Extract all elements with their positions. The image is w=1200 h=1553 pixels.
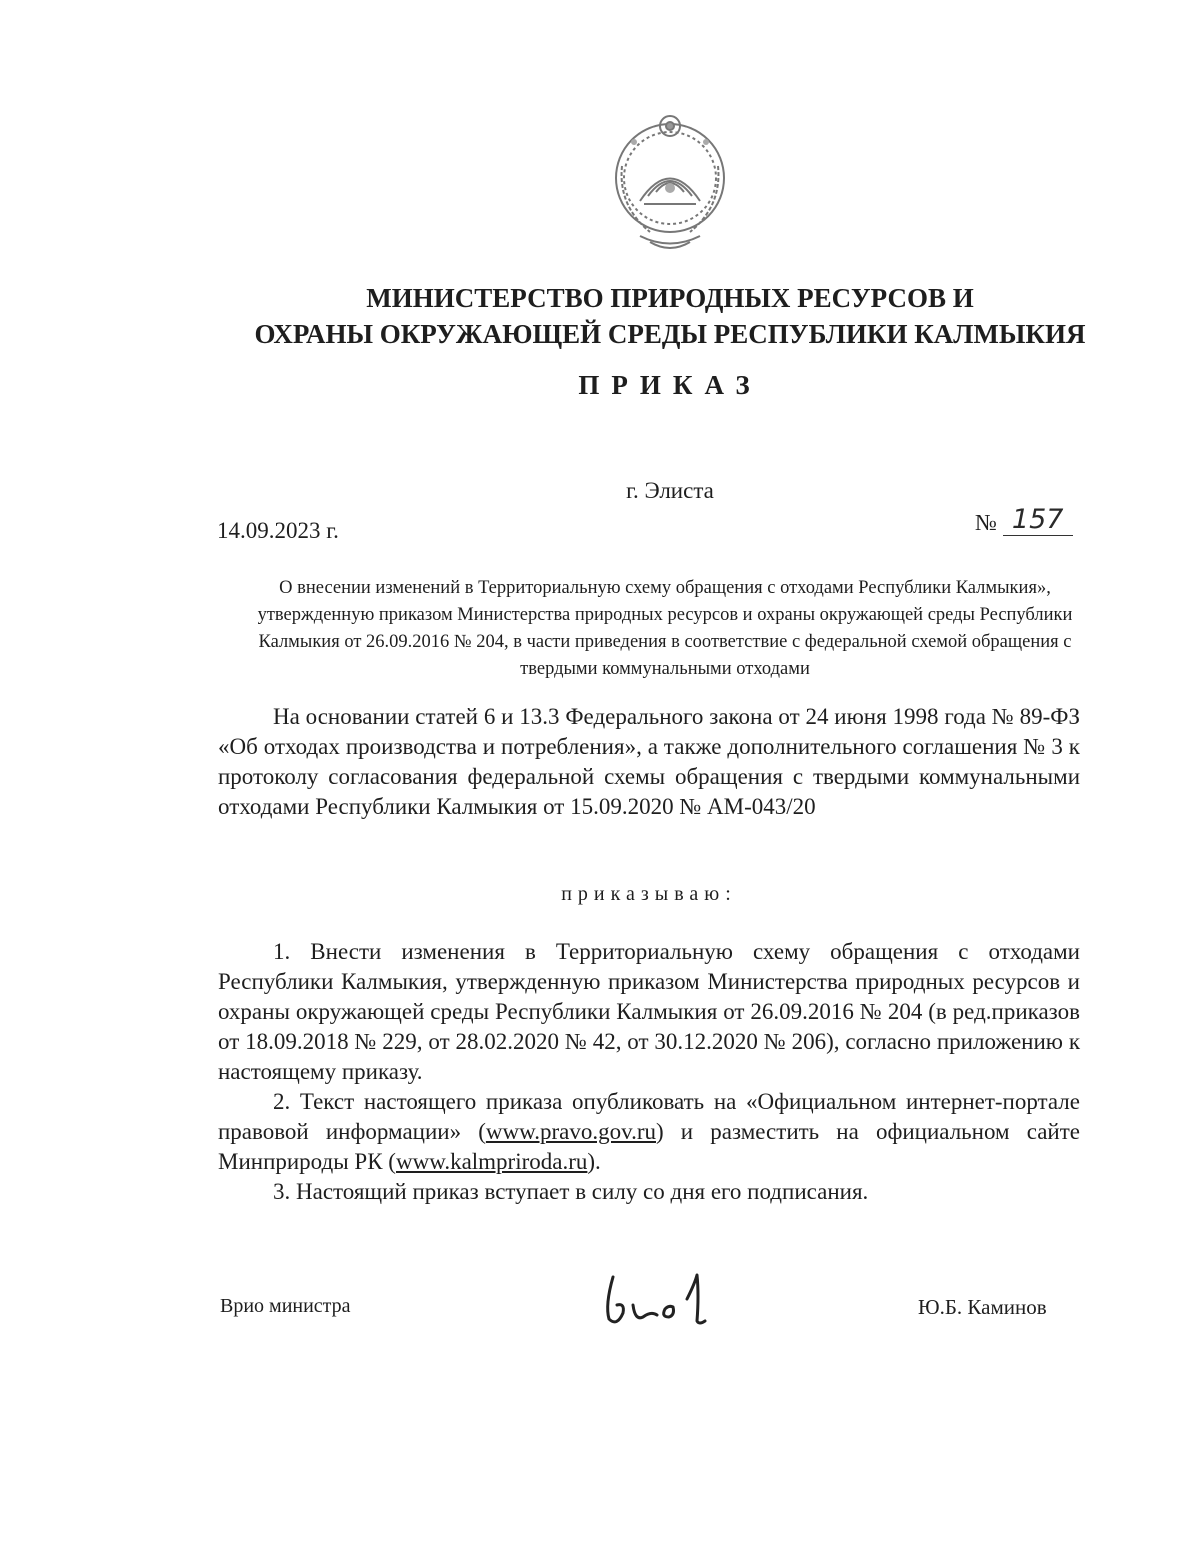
resolution-word: приказываю: [561, 883, 737, 905]
item-2-text-middle: ) и разместить на официальном сайте Минприроды РК ( [218, 1119, 1080, 1174]
item-2-text-start: 2. Текст настоящего приказа опубликовать на «Официальном интернет-портале правовой информации» ( [218, 1089, 1080, 1144]
document-type-title: ПРИКАЗ [578, 370, 762, 400]
organization-title [220, 280, 1120, 352]
coat-of-arms-icon [600, 96, 740, 256]
order-item-2 [218, 1087, 1080, 1177]
city: г. Элиста [626, 478, 714, 503]
handwritten-signature [595, 1265, 735, 1335]
order-item-3: 3. Настоящий приказ вступает в силу со дня его подписания. [273, 1179, 869, 1204]
signatory-name: Ю.Б. Каминов [918, 1295, 1047, 1319]
number-label: № [975, 510, 997, 535]
order-item-1: 1. Внести изменения в Территориальную схему обращения с отходами Республики Калмыкия, утвержденную приказом Министерства природных ресурсов и охраны окружающей среды Республики Калмыкия от 26.09.2016 № 204 (в ред.приказов от 18.09.2018 № 229, от 28.02.2020 № 42, от 30.12.2020 № 206), согласно приложению к настоящему приказу. [218, 939, 1080, 1084]
org-title-line-1: МИНИСТЕРСТВО ПРИРОДНЫХ РЕСУРСОВ И [366, 283, 974, 313]
document-date: 14.09.2023 г. [217, 518, 339, 543]
pravo-gov-link[interactable]: www.pravo.gov.ru [485, 1119, 656, 1144]
document-number [975, 505, 1073, 536]
number-value: 157 [1003, 505, 1073, 536]
kalmpriroda-link[interactable]: www.kalmpriroda.ru [395, 1149, 588, 1174]
document-subject: О внесении изменений в Территориальную схему обращения с отходами Республики Калмыкия», утвержденную приказом Министерства природных ресурсов и охраны окружающей среды Республики Калмыкия от 26.09.2016 № 204, в части приведения в соответствие с федеральной схемой обращения с твердыми коммунальными отходами [257, 578, 1073, 679]
preamble-paragraph: На основании статей 6 и 13.3 Федерального закона от 24 июня 1998 года № 89-ФЗ «Об отходах производства и потребления», а также дополнительного соглашения № 3 к протоколу согласования федеральной схемы обращения с твердыми коммунальными отходами Республики Калмыкия от 15.09.2020 № АМ-043/20 [218, 704, 1080, 819]
signatory-title: Врио министра [220, 1295, 351, 1317]
org-title-line-2: ОХРАНЫ ОКРУЖАЮЩЕЙ СРЕДЫ РЕСПУБЛИКИ КАЛМЫКИЯ [254, 319, 1086, 349]
order-items [218, 937, 1080, 1207]
item-2-text-end: ). [587, 1149, 601, 1174]
